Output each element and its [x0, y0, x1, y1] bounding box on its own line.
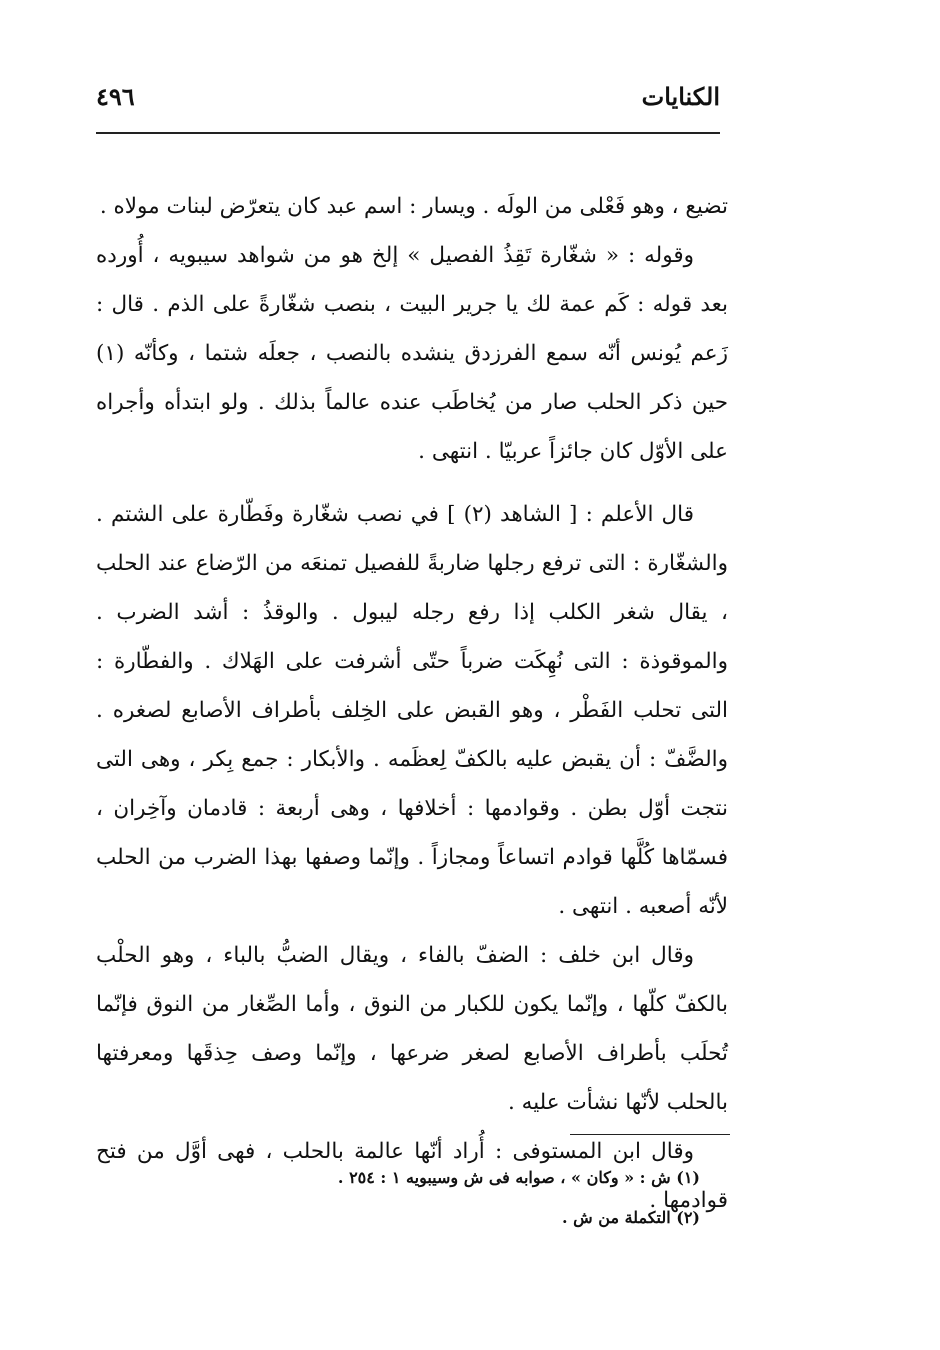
- paragraph-3: قال الأعلم : [ الشاهد (٢) ] في نصب شغّارة وفَطّارة على الشتم . والشغّارة : التى ترفع رجلها ضاربةً للفصيل تمنعَه من الرّضاع عند الحلب ، يقال شغر الكلب إذا رفع رجله ليبول . والوقذُ : أشد الضرب . والموقوذة : التى نُهِكَت ضرباً حتّى أشرفت على الهَلاك . والفطّارة : التى تحلب الفَطْر ، وهو القبض على الخِلف بأطراف الأصابع لصغره . والضَّفّ : أن يقبض عليه بالكفّ لِعظَمه . والأبكار : جمع بِكر ، وهى التى نتجت أوّل بطن . وقوادمها : أخلافها ، وهى أربعة : قادمان وآخِران ، فسمّاها كُلَّها قوادم اتساعاً ومجازاً . وإنّما وصفها بهذا الضرب من الحلب لأنّه أصعبه . انتهى .: [96, 502, 728, 919]
- main-text: [96, 182, 728, 1225]
- page-number: ٤٩٦: [96, 82, 135, 111]
- header-rule: [96, 132, 720, 134]
- paragraph-2: وقوله : « شغّارة تَقِذُ الفصيل » إلخ هو من شواهد سيبويه ، أُورده بعد قوله : كَم عمة لك يا جرير البيت ، بنصب شغّارةً على الذم . قال : زَعم يُونس أنّه سمع الفرزدق ينشده بالنصب ، جعلَه شتما ، وكأنّه (١) حين ذكر الحلب صار من يُخاطَب عنده عالماً بذلك . ولو ابتدأه وأجراه على الأوّل كان جائزاً عربيّا . انتهى .: [96, 243, 728, 464]
- page-header: [96, 78, 720, 118]
- footnote-rule: [570, 1134, 730, 1135]
- running-title: الكنايات: [641, 82, 720, 111]
- paragraph-1: تضيع ، وهو فَعْلى من الولَه . ويسار : اسم عبد كان يتعرّض لبنات مولاه .: [99, 194, 728, 219]
- footnote-1: (١) ش : « وكان » ، صوابه فى ش وسيبويه ١ : ٢٥٤ .: [337, 1168, 700, 1187]
- footnote-2: (٢) التكملة من ش .: [562, 1208, 700, 1227]
- footnotes: [200, 1158, 700, 1238]
- paragraph-4: وقال ابن خلف : الضفّ بالفاء ، ويقال الضبُّ بالباء ، وهو الحلْب بالكفّ كلّها ، وإنّما يكون للكبار من النوق ، وأما الصِّغار من النوق فإنّما تُحلَب بأطراف الأصابع لصغر ضرعها ، وإنّما وصف حِذقَها ومعرفتها بالحلب لأنّها نشأت عليه .: [96, 943, 728, 1115]
- paragraph-5: وقال ابن المستوفى : أُراد أنّها عالمة بالحلب ، فهى أوَّل من فتح قوادمها .: [96, 1139, 728, 1213]
